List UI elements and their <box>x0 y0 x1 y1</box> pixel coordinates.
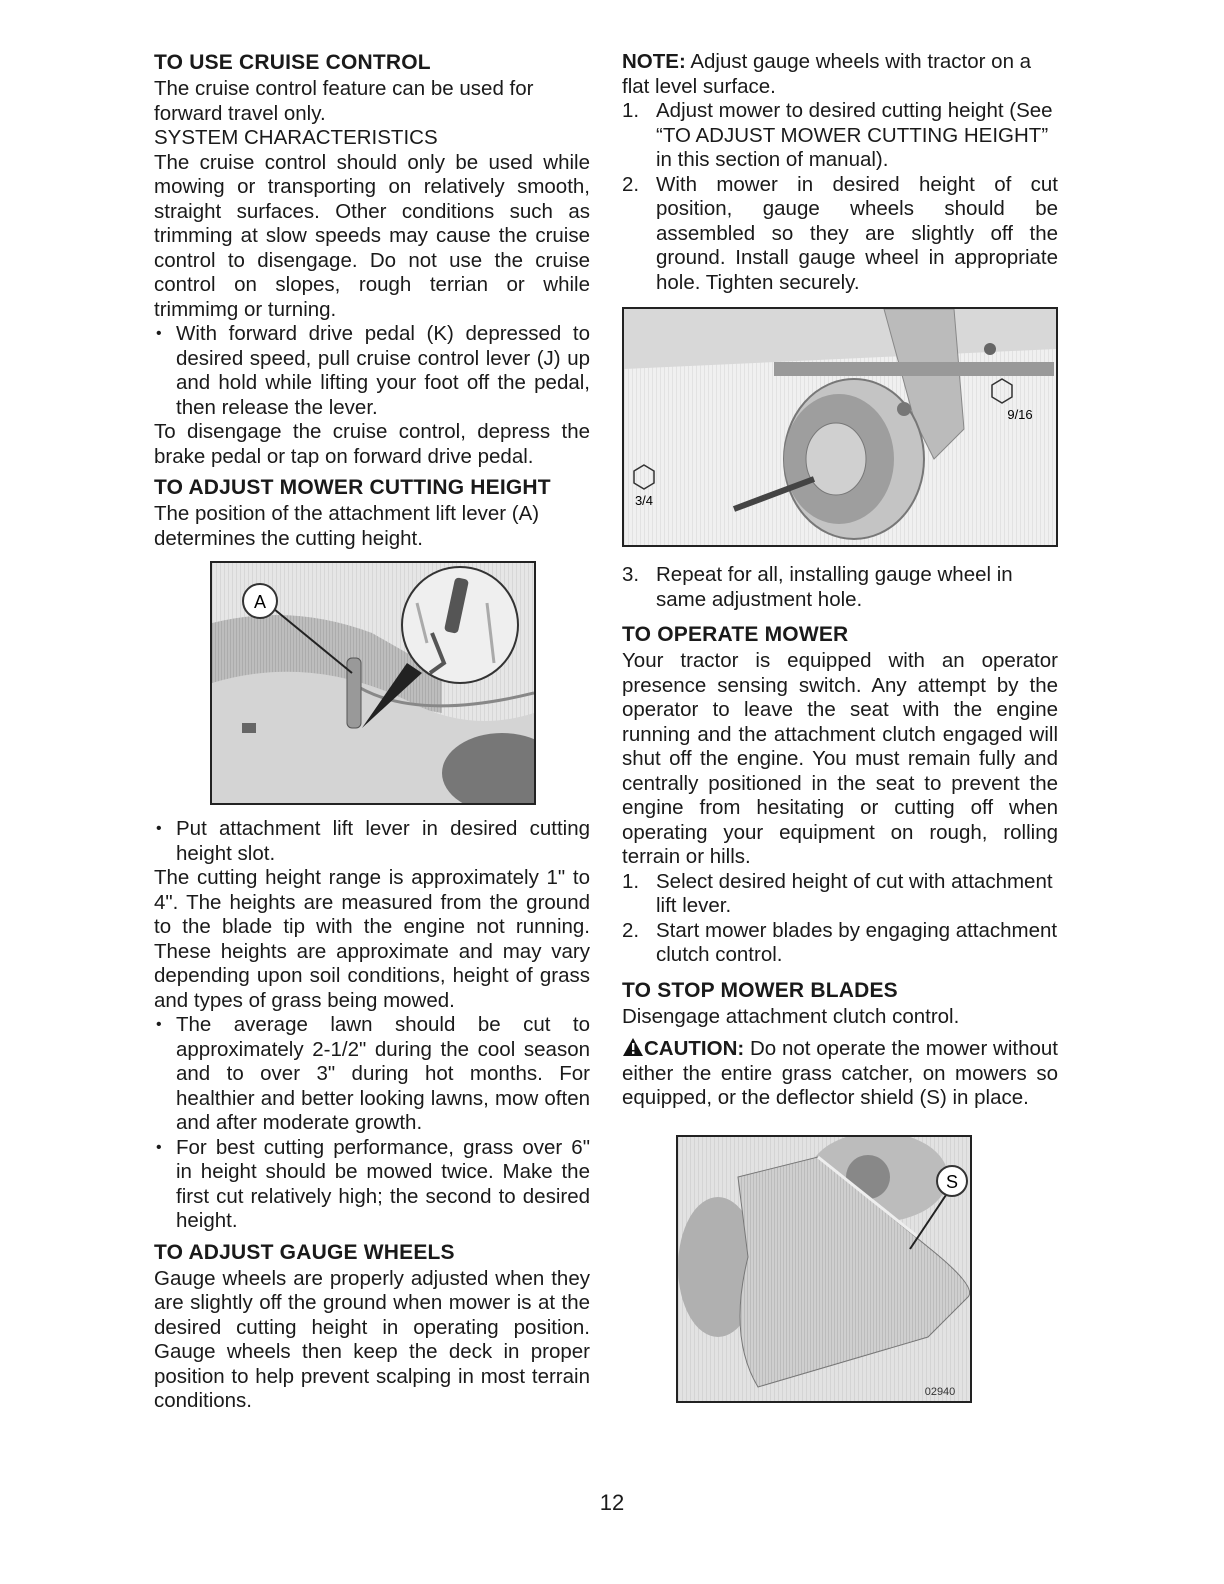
lift-lever-illustration <box>212 563 534 803</box>
caution-paragraph <box>622 1037 1058 1111</box>
caution-text: Do not operate the mower without either the entire grass catcher, on mowers so equipped, or the deflector shield (S) in place. <box>622 1037 1058 1109</box>
cruise-heading: TO USE CRUISE CONTROL <box>154 51 431 74</box>
gauge-wheel-illustration <box>624 309 1056 545</box>
gauge-wheel-figure <box>622 307 1058 547</box>
gauge-wheels-heading: TO ADJUST GAUGE WHEELS <box>154 1240 455 1264</box>
system-characteristics-text: The cruise control should only be used while mowing or transporting on relatively smooth, straight surfaces. Other conditions such as trimming at slow speeds may cause the cruise control to disengage. Do not use the cruise control on slopes, rough terrian or while trimmimg or turning. <box>154 150 590 321</box>
cruise-intro: The cruise control feature can be used for forward travel only. <box>154 77 534 125</box>
caution-label: CAUTION: <box>644 1037 745 1060</box>
operate-mower-heading: TO OPERATE MOWER <box>622 623 849 646</box>
operate-step: 2. Start mower blades by engaging attachment clutch control. <box>622 918 1058 966</box>
gauge-step: 2. With mower in desired height of cut position, gauge wheels should be assembled so they are slightly off the ground. Install gauge wheel in appropriate hole. Tighten securely. <box>622 172 1058 294</box>
operate-steps <box>622 870 1058 968</box>
system-characteristics-label: SYSTEM CHARACTERISTICS <box>154 126 438 149</box>
callout-a-label: A <box>253 592 267 612</box>
deflector-shield-figure <box>676 1135 972 1403</box>
cutting-height-bullet: • Put attachment lift lever in desired cutting height slot. <box>154 817 590 866</box>
wrench-size-9-16: 9/16 <box>1007 407 1033 422</box>
gauge-wheels-text: Gauge wheels are properly adjusted when they are slightly off the ground when mower is at the desired cutting height in operating position. Gauge wheels then keep the deck in proper position to help prevent scalping in most terrain conditions. <box>154 1266 590 1412</box>
cruise-bullets <box>154 322 590 420</box>
cruise-bullet: • With forward drive pedal (K) depressed to desired speed, pull cruise control lever (J) up and hold while lifting your foot off the pedal, then release the lever. <box>154 322 590 420</box>
warning-triangle-icon <box>622 1037 644 1057</box>
deflector-shield-illustration <box>678 1137 970 1401</box>
note-label: NOTE: <box>622 50 686 73</box>
gauge-step: 3. Repeat for all, installing gauge wheel in same adjustment hole. <box>622 563 1013 611</box>
callout-s-label: S <box>945 1171 959 1192</box>
cutting-height-heading: TO ADJUST MOWER CUTTING HEIGHT <box>154 476 551 499</box>
stop-blades-text: Disengage attachment clutch control. <box>622 1004 960 1028</box>
right-column <box>622 50 1058 1403</box>
lift-lever-figure <box>210 561 536 805</box>
cruise-disengage-text: To disengage the cruise control, depress the brake pedal or tap on forward drive pedal. <box>154 420 590 468</box>
figure-code: 02940 <box>924 1385 956 1398</box>
operate-step: 1. Select desired height of cut with attachment lift lever. <box>622 869 1053 917</box>
gauge-step-3 <box>622 563 1058 612</box>
cutting-height-bullets-2 <box>154 1013 590 1234</box>
gauge-step: 1. Adjust mower to desired cutting height (See “TO ADJUST MOWER CUTTING HEIGHT” in this section of manual). <box>622 99 1053 171</box>
cutting-height-intro: The position of the attachment lift lever (A) determines the cutting height. <box>154 502 540 550</box>
gauge-steps <box>622 99 1058 295</box>
cutting-height-range-text: The cutting height range is approximately 1" to 4". The heights are measured from the ground to the blade tip with the engine not running. These heights are approximate and may vary depending upon soil conditions, height of grass and types of grass being mowed. <box>154 866 590 1012</box>
cutting-height-bullets-1 <box>154 817 590 866</box>
page-number: 12 <box>599 1490 625 1515</box>
best-performance-bullet: • For best cutting performance, grass over 6" in height should be mowed twice. Make the first cut relatively high; the second to desired height. <box>154 1136 590 1234</box>
left-column <box>154 50 590 1414</box>
note-paragraph <box>622 50 1058 99</box>
stop-blades-heading: TO STOP MOWER BLADES <box>622 978 898 1002</box>
wrench-size-3-4: 3/4 <box>634 493 654 508</box>
operate-mower-text: Your tractor is equipped with an operator presence sensing switch. Any attempt by the operator to leave the seat with the engine running and the attachment clutch engaged will shut off the engine. You must remain fully and centrally positioned in the seat to prevent the engine from hesitating or cutting off when operating your equipment on rough, rolling terrain or hills. <box>622 649 1058 868</box>
note-text: Adjust gauge wheels with tractor on a flat level surface. <box>622 50 1032 98</box>
average-lawn-bullet: • The average lawn should be cut to approximately 2-1/2" during the cool season and to over 3" during hot months. For healthier and better looking lawns, mow often and after moderate growth. <box>154 1013 590 1136</box>
